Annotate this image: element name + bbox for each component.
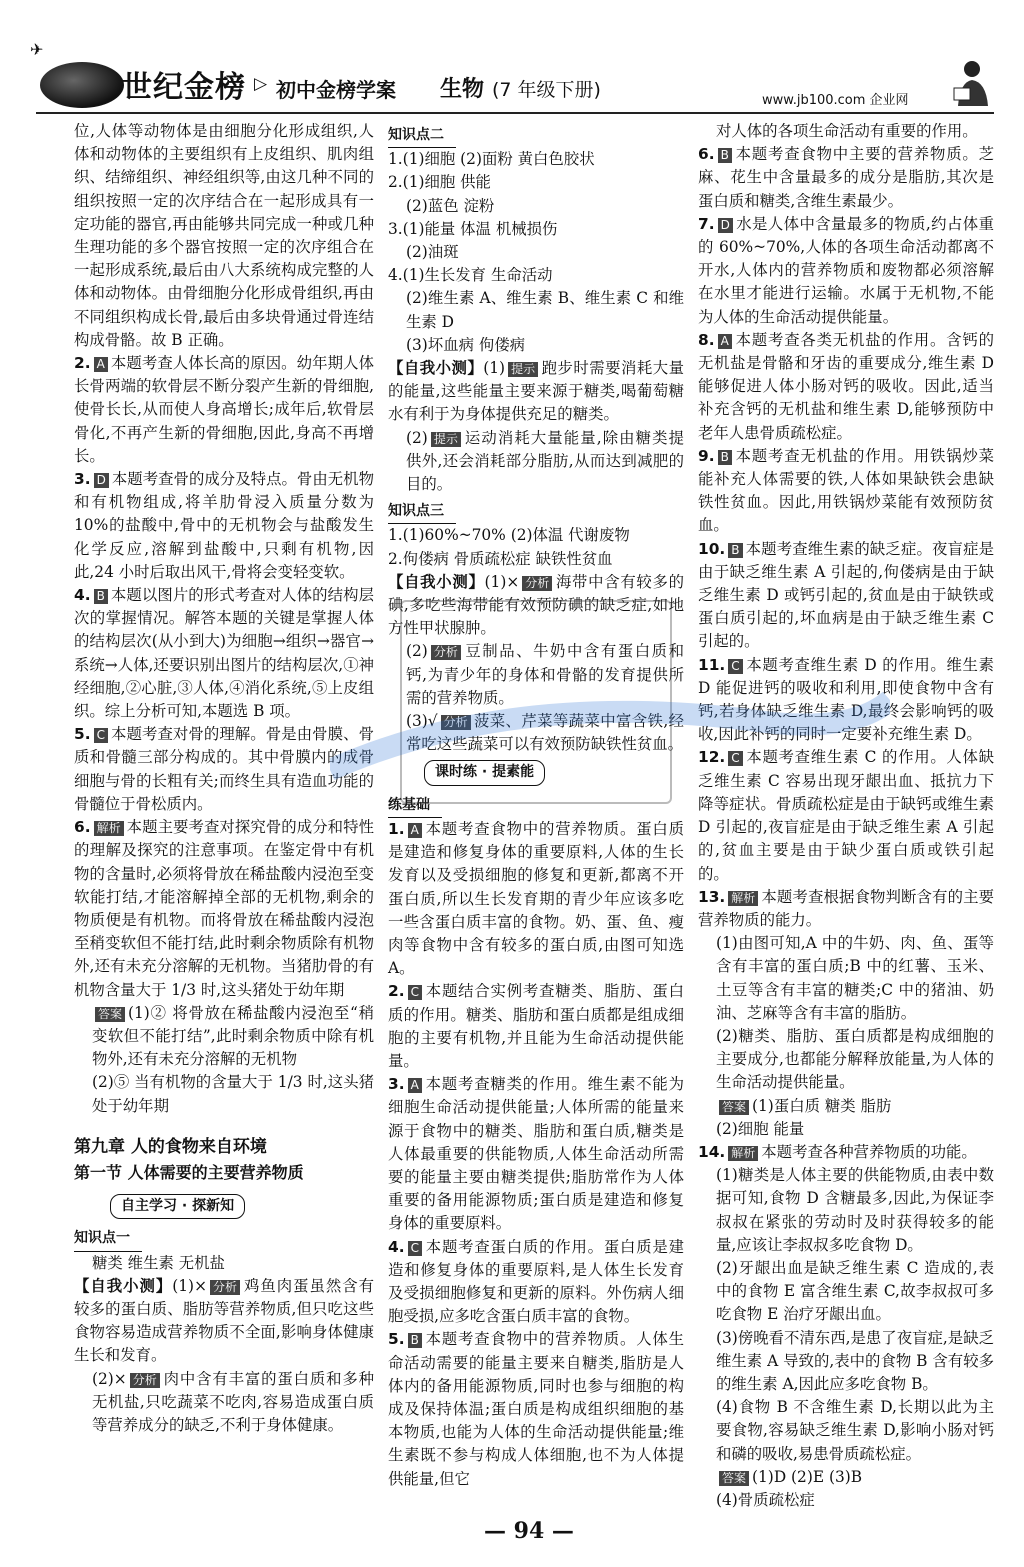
arrow-icon: ▷	[254, 74, 268, 94]
answer-line: (2)糖类、脂肪、蛋白质都是构成细胞的主要成分,也都能分解释放能量,为人体的生命活动提供能量。	[716, 1026, 994, 1092]
answer-item: 2. A 本题考查人体长高的原因。幼年期人体长骨两端的软骨层不断分裂产生新的骨细胞,使骨长长,从而使人身高增长;成年后,软骨层骨化,不再产生新的骨细胞,因此,身高不再增长。	[74, 354, 374, 465]
answer-line: (2)细胞 能量	[716, 1119, 805, 1138]
answer-item: 5. B 本题考查食物中的营养物质。人体生命活动需要的能量主要来自糖类,脂肪是人体内的备用能源物质,同时也参与细胞的构成及保持体温;蛋白质是构成组织细胞的基本物质,也能为人体的生命活动提供能量;维生素既不参与构成人体细胞,也不为人体提供能量,但它	[388, 1330, 684, 1488]
analysis-badge: 分析	[210, 1280, 240, 1295]
section-banner: 自主学习 · 探新知	[110, 1194, 245, 1219]
watermark-swoosh	[330, 680, 890, 820]
practice-heading: 练基础	[388, 794, 442, 818]
page-number: — 94 —	[484, 1518, 574, 1544]
self-test-item: 【自我小测】(1)× 分析 海带中含有较多的碘,多吃些海带能有效预防碘的缺乏症,如地方性甲状腺肿。	[388, 572, 684, 638]
answer-badge: C	[408, 985, 422, 1000]
column-left	[74, 120, 374, 1437]
answer-item: 10. B 本题考查维生素的缺乏症。夜盲症是由于缺乏维生素 A 引起的,佝偻病是由于缺乏维生素 D 或钙引起的,贫血是由于缺铁或蛋白质引起的,坏血病是由于缺乏维生素 C 引起的。	[698, 539, 994, 651]
series-title: 初中金榜学案	[276, 78, 396, 102]
answer-item: 答案 (1)② 将骨放在稀盐酸内浸泡至“稍变软但不能打结”,此时剩余物质中除有机物外,还有未充分溶解的无机物	[92, 1003, 374, 1069]
answer-item: 1. A 本题考查食物中的营养物质。蛋白质是建造和修复身体的重要原料,人体的生长发育以及受损细胞的修复和更新,都离不开蛋白质,所以生长发育期的青少年应该多吃一些含蛋白质丰富的食物。奶、蛋、鱼、瘦肉等食物中含有较多的蛋白质,由图可知选 A。	[388, 819, 684, 978]
self-test-item: (2) 提示 运动消耗大量能量,除由糖类提供外,还会消耗部分脂肪,从而达到减肥的目的。	[406, 428, 684, 494]
self-test-item: (2) 分析 豆制品、牛奶中含有蛋白质和钙,为青少年的身体和骨骼的发育提供所需的营养物质。	[406, 642, 684, 707]
answer-badge: C	[728, 659, 742, 674]
analysis-badge: 解析	[728, 1146, 758, 1161]
answer-line: (3)傍晚看不清东西,是患了夜盲症,是缺乏维生素 A 导致的,表中的食物 B 含有较多的维生素 A,因此应多吃食物 B。	[716, 1328, 994, 1393]
answer-line: (2)蓝色 淀粉	[406, 196, 495, 215]
answer-item: 4. C 本题考查蛋白质的作用。蛋白质是建造和修复身体的重要原料,是人体生长发育及受损细胞修复和更新的原料。外伤病人细胞受损,应多吃含蛋白质丰富的食物。	[388, 1237, 684, 1326]
answer-item: 12. C 本题考查维生素 C 的作用。人体缺乏维生素 C 容易出现牙龈出血、抵抗力下降等症状。骨质疏松症是由于缺钙或维生素 D 引起的,夜盲症是由于缺乏维生素 A 引起的,贫血主要是由于缺少蛋白质或铁引起的。	[698, 748, 994, 883]
answer-line: 1.(1)细胞 (2)面粉 黄白色胶状	[388, 150, 595, 169]
answer-badge: B	[718, 148, 732, 163]
answer-badge: A	[718, 334, 732, 349]
answer-text: 位,人体等动物体是由细胞分化形成组织,人体和动物体的主要组织有上皮组织、肌肉组织、结缔组织、神经组织等,由这几种不同的组织按照一定的次序结合在一起形成具有一定功能的器官,再由能够共同完成一种或几种生理功能的多个器官按照一定的次序组合在一起形成系统,最后由八大系统构成完整的人体和动物体。由骨细胞分化形成骨组织,再由不同组织构成长骨,最后由多块骨通过骨连结构成骨骼。故 B 正确。	[74, 122, 374, 349]
answer-item: 11. C 本题考查维生素 D 的作用。维生素 D 能促进钙的吸收和利用,即使食物中含有钙,若身体缺乏维生素 D,最终会影响钙的吸收,因此补钙的同时一定要补充维生素 D。	[698, 655, 994, 744]
answer-item: 3. D 本题考查骨的成分及特点。骨由无机物和有机物组成,将羊肋骨浸入质量分数为 10%的盐酸中,骨中的无机物会与盐酸发生化学反应,溶解到盐酸中,只剩有机物,因此,24 小时后取出风干,骨将会变轻变软。	[74, 470, 374, 581]
answer-badge: A	[408, 823, 422, 838]
page-header	[0, 0, 1024, 118]
answer-line: (1)由图可知,A 中的牛奶、肉、鱼、蛋等含有丰富的蛋白质;B 中的红薯、玉米、土豆等含有丰富的糖类;C 中的猪油、奶油、芝麻等含有丰富的脂肪。	[716, 934, 994, 1022]
header-rule	[36, 112, 994, 114]
answer-badge: B	[718, 450, 732, 465]
analysis-badge: 分析	[431, 645, 461, 660]
answer-badge: D	[94, 473, 109, 488]
answer-line: 1.(1)60%~70% (2)体温 代谢废物	[388, 526, 630, 545]
reading-person-icon	[948, 58, 994, 108]
answer-item: 6. 解析 本题主要考查对探究骨的成分和特性的理解及探究的注意事项。在鉴定骨中有机物的含量时,必须将骨放在稀盐酸内浸泡至变软能打结,才能溶解掉全部的无机物,剩余的物质便是有机物。而将骨放在稀盐酸内浸泡至稍变软但不能打结,此时剩余物质除有机物外,还有未充分溶解的无机物。当猪肋骨的有机物含量大于 1/3 时,这头猪处于幼年期	[74, 818, 374, 999]
subject-title: 生物	[440, 77, 485, 102]
section-title: 第一节 人体需要的主要营养物质	[74, 1162, 304, 1182]
globe-logo-icon	[40, 62, 124, 108]
answer-item: 9. B 本题考查无机盐的作用。用铁锅炒菜能补充人体需要的铁,人体如果缺铁会患缺铁性贫血。因此,用铁锅炒菜能有效预防贫血。	[698, 446, 994, 535]
answer-line: 糖类 维生素 无机盐	[92, 1253, 225, 1272]
answer-badge: C	[728, 751, 742, 766]
analysis-badge: 解析	[94, 821, 124, 836]
brand-name: 世纪金榜	[122, 70, 246, 105]
answer-line: (4)骨质疏松症	[716, 1490, 815, 1509]
answer-line: (2)油斑	[406, 243, 459, 262]
grade-label: (7 年级下册)	[492, 79, 601, 101]
answer-line: 2.(1)细胞 供能	[388, 173, 491, 192]
self-test-item: (2)× 分析 肉中含有丰富的蛋白质和多种无机盐,只吃蔬菜不吃肉,容易造成蛋白质等营养成分的缺乏,不利于身体健康。	[92, 1369, 374, 1434]
website-url: www.jb100.com 企业网	[762, 93, 909, 108]
analysis-badge: 分析	[522, 576, 552, 591]
answer-line: (2)⑤ 当有机物的含量大于 1/3 时,这头猪处于幼年期	[92, 1073, 374, 1115]
answer-badge: A	[94, 357, 108, 372]
answer-badge: B	[728, 543, 742, 558]
analysis-badge: 解析	[728, 891, 758, 906]
answer-line: 2.佝偻病 骨质疏松症 缺铁性贫血	[388, 549, 613, 568]
answer-item: 5. C 本题考查对骨的理解。骨是由骨膜、骨质和骨髓三部分构成的。其中骨膜内的成骨细胞与骨的长粗有关;而终生具有造血功能的骨髓位于骨松质内。	[74, 725, 374, 813]
hint-badge: 提示	[508, 362, 538, 377]
answer-badge: B	[94, 589, 108, 604]
answer-label-badge: 答案	[719, 1100, 749, 1115]
answer-badge: C	[94, 728, 108, 743]
answer-item: 6. B 本题考查食物中主要的营养物质。芝麻、花生中含量最多的成分是脂肪,其次是蛋白质和糖类,含维生素最少。	[698, 145, 994, 210]
answer-item: 14. 解析 本题考查各种营养物质的功能。	[698, 1142, 977, 1161]
self-test-item: (3)√ 分析 菠菜、芹菜等蔬菜中富含铁,经常吃这些蔬菜可以有效预防缺铁性贫血。	[406, 712, 684, 754]
answer-item: 3. A 本题考查糖类的作用。维生素不能为细胞生命活动提供能量;人体所需的能量来源于食物中的糖类、脂肪和蛋白质,糖类是人体最重要的供能物质,人体生命活动所需要的能量主要由糖类提供;脂肪常作为人体重要的备用能源物质;蛋白质是建造和修复身体的重要原料。	[388, 1075, 684, 1233]
answer-line: (1)糖类是人体主要的供能物质,由表中数据可知,食物 D 含糖最多,因此,为保证李叔叔在紧张的劳动时及时获得较多的能量,应该让李叔叔多吃食物 D。	[716, 1166, 994, 1254]
answer-badge: A	[408, 1078, 422, 1093]
answer-item: 答案 (1)蛋白质 糖类 脂肪	[698, 1095, 994, 1118]
answer-item: 2. C 本题结合实例考查糖类、脂肪、蛋白质的作用。糖类、脂肪和蛋白质都是组成细胞的主要有机物,并且能为生命活动提供能量。	[388, 982, 684, 1070]
analysis-badge: 分析	[441, 715, 471, 730]
analysis-badge: 分析	[130, 1373, 160, 1388]
answer-label-badge: 答案	[719, 1471, 749, 1486]
answer-line: (2)牙龈出血是缺乏维生素 C 造成的,表中的食物 E 富含维生素 C,故李叔叔可多吃食物 E 治疗牙龈出血。	[716, 1258, 994, 1324]
self-test-item: 【自我小测】(1) 提示 跑步时需要消耗大量的能量,这些能量主要来源于糖类,喝葡萄糖水有利于为身体提供充足的糖类。	[388, 359, 684, 424]
bird-icon: ✈	[30, 40, 44, 59]
chapter-title: 第九章 人的食物来自环境	[74, 1136, 267, 1157]
hint-badge: 提示	[431, 432, 461, 447]
answer-item: 7. D 水是人体中含量最多的物质,约占体重的 60%~70%,人体的各项生命活动都离不开水,人体内的营养物质和废物都必须溶解在水里才能进行运输。水属于无机物,不能为人体的生命活动提供能量。	[698, 214, 994, 326]
answer-item: 13. 解析 本题考查根据食物判断含有的主要营养物质的能力。	[698, 887, 994, 929]
answer-text: 对人体的各项生命活动有重要的作用。	[716, 122, 978, 140]
answer-item: 4. B 本题以图片的形式考查对人体的结构层次的掌握情况。解答本题的关键是掌握人体的结构层次(从小到大)为细胞→组织→器官→系统→人体,还要识别出图片的结构层次,①神经细胞,②心脏,③人体,④消化系统,⑤上皮组织。综上分析可知,本题选 B 项。	[74, 586, 374, 721]
answer-line: 4.(1)生长发育 生命活动	[388, 266, 553, 285]
answer-label-badge: 答案	[95, 1007, 125, 1022]
answer-item: 答案 (1)D (2)E (3)B	[698, 1466, 994, 1489]
answer-line: (4)食物 B 不含维生素 D,长期以此为主要食物,容易缺乏维生素 D,影响小肠对钙和磷的吸收,易患骨质疏松症。	[716, 1398, 994, 1463]
self-test-item: 【自我小测】(1)× 分析 鸡鱼肉蛋虽然含有较多的蛋白质、脂肪等营养物质,但只吃这些食物容易造成营养物质不全面,影响身体健康生长和发育。	[74, 1276, 374, 1365]
knowledge-point-heading: 知识点三	[388, 500, 456, 524]
answer-line: (2)维生素 A、维生素 B、维生素 C 和维生素 D	[406, 289, 684, 331]
answer-item: 8. A 本题考查各类无机盐的作用。含钙的无机盐是骨骼和牙齿的重要成分,维生素 D 能够促进人体小肠对钙的吸收。因此,适当补充含钙的无机盐和维生素 D,能够预防中老年人患骨质疏松症。	[698, 330, 994, 442]
answer-badge: B	[408, 1333, 422, 1348]
knowledge-point-heading: 知识点二	[388, 124, 456, 148]
section-banner: 课时练 · 提素能	[424, 760, 545, 785]
answer-line: 3.(1)能量 体温 机械损伤	[388, 219, 558, 238]
answer-badge: C	[408, 1241, 422, 1256]
answer-badge: D	[718, 218, 733, 233]
knowledge-point-heading: 知识点一	[74, 1227, 142, 1251]
answer-line: (3)坏血病 佝偻病	[406, 335, 526, 354]
